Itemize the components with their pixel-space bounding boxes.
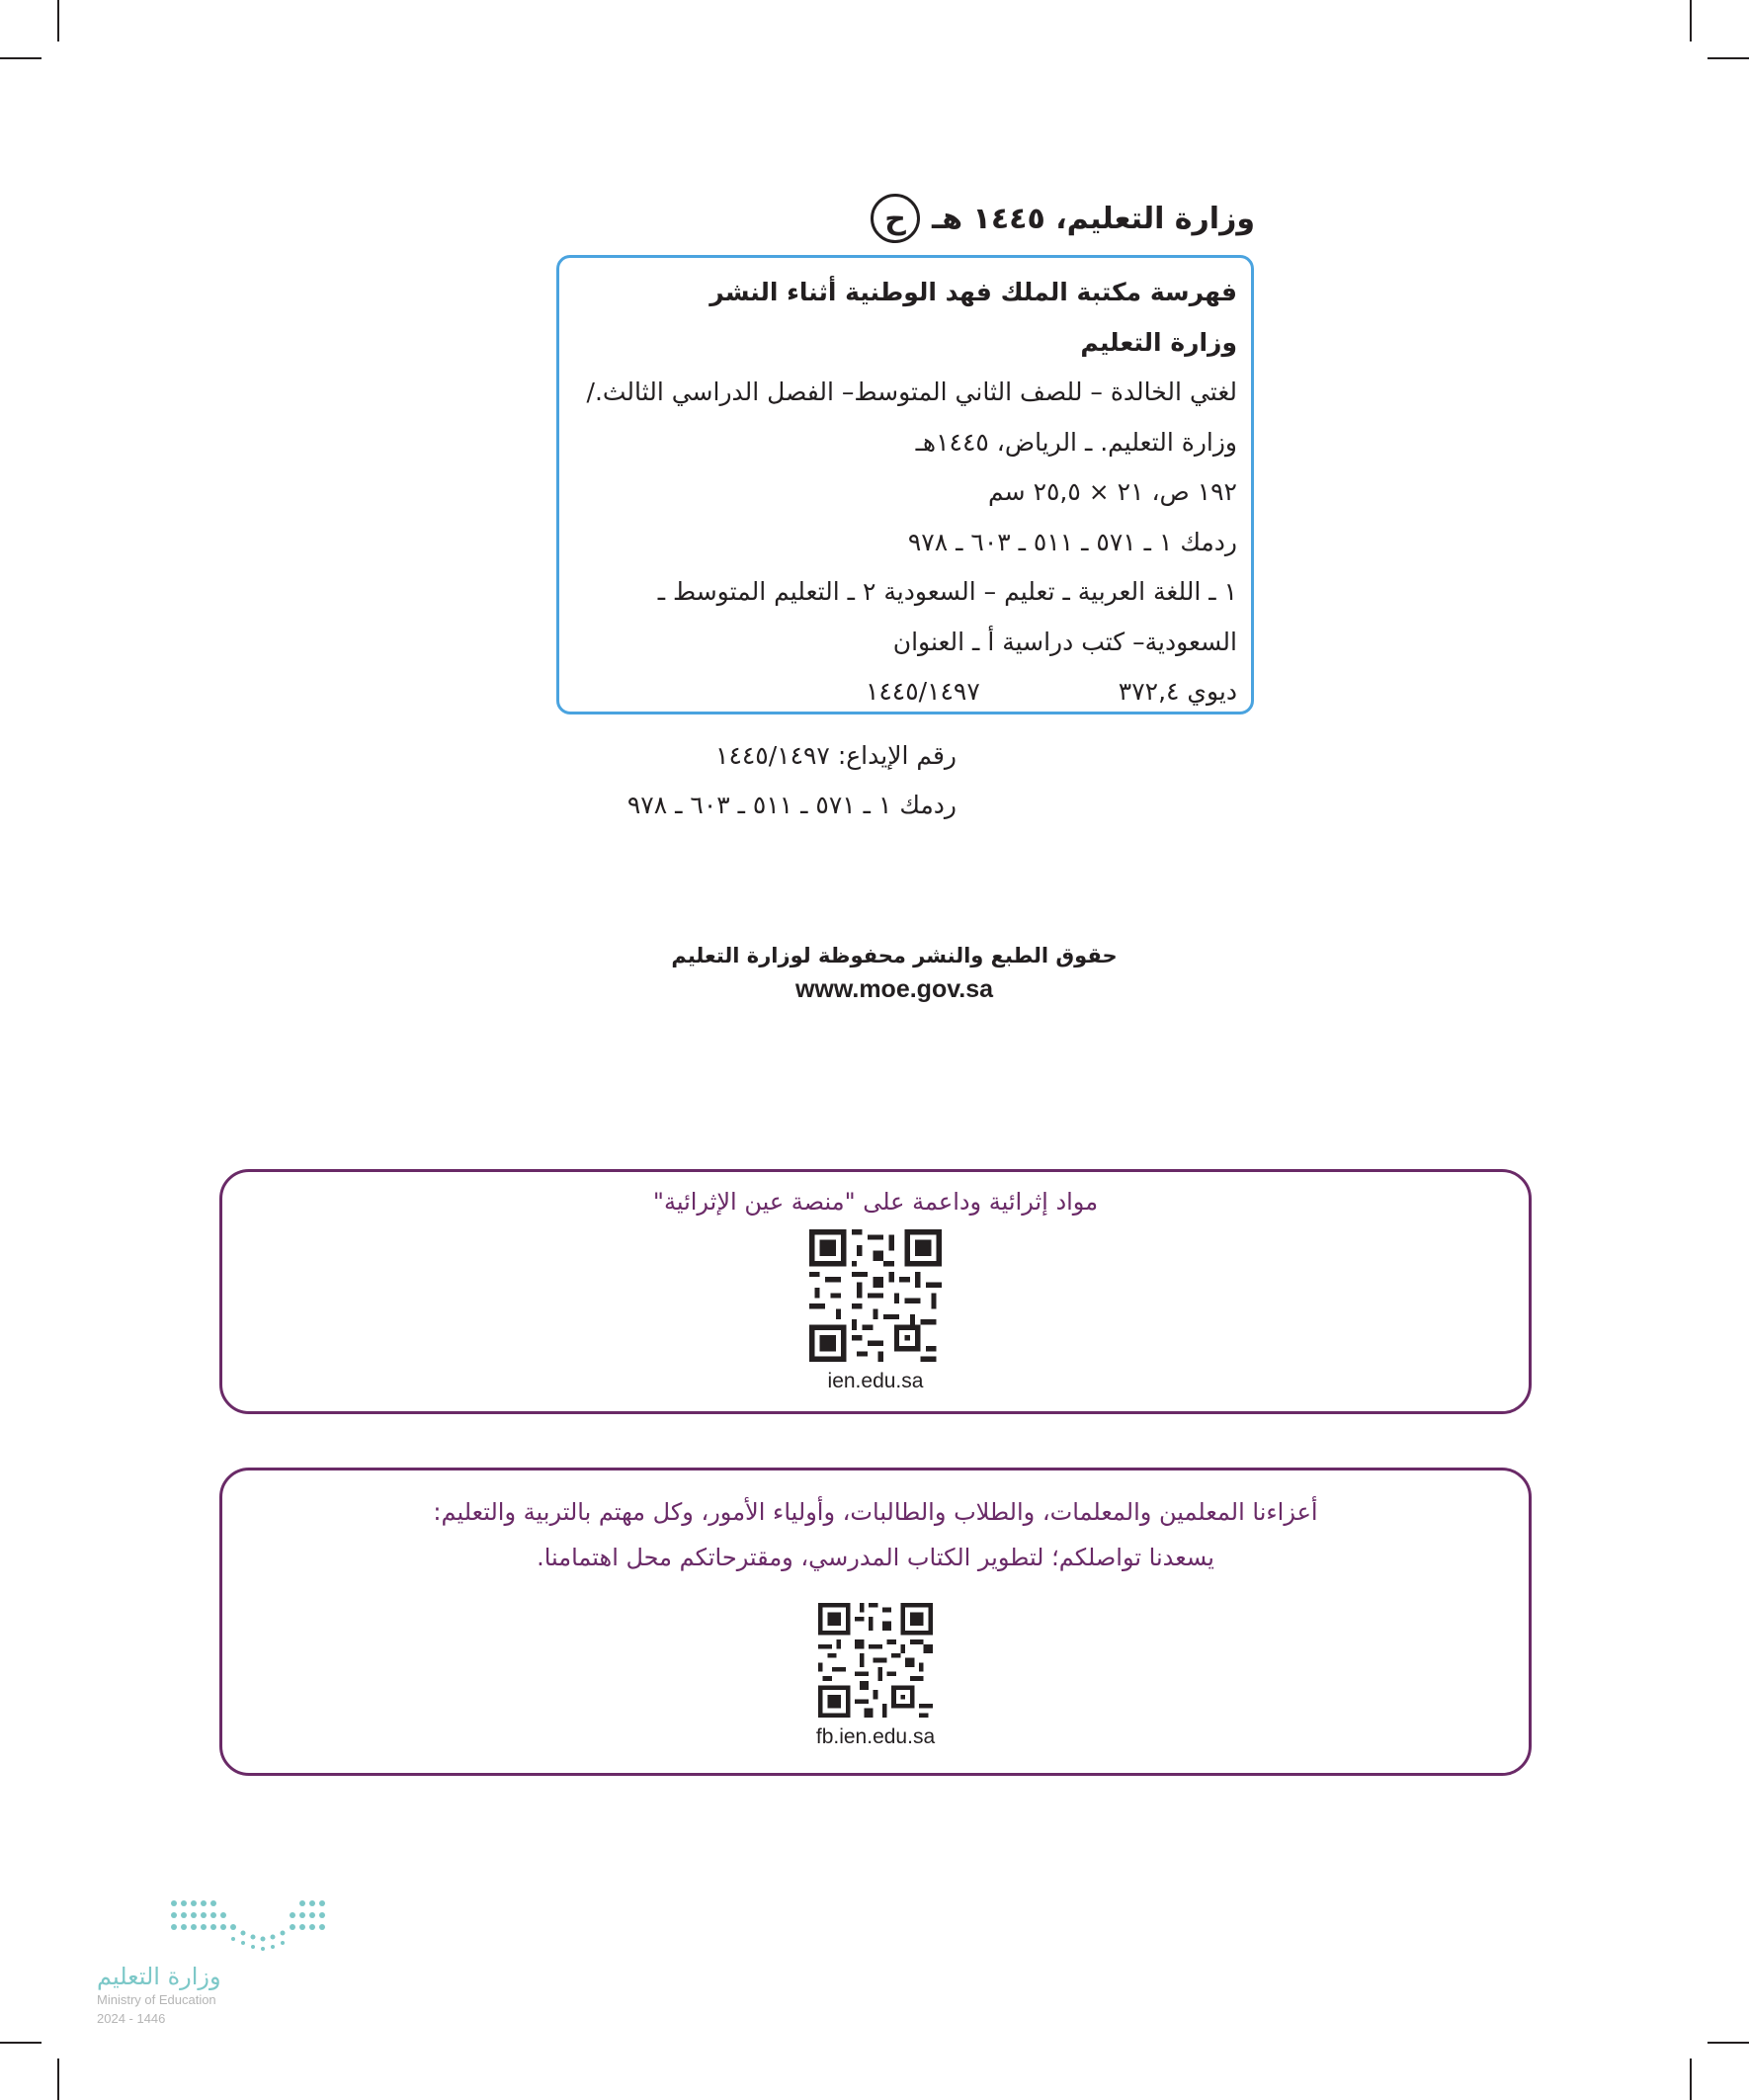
rights-statement: حقوق الطبع والنشر محفوظة لوزارة التعليم bbox=[671, 944, 1118, 967]
logo-english: Ministry of Education bbox=[97, 1992, 216, 2007]
cataloging-box bbox=[556, 255, 1254, 714]
catalog-line: السعودية– كتب دراسية أ ـ العنوان bbox=[892, 627, 1237, 656]
catalog-author: وزارة التعليم bbox=[1080, 327, 1237, 357]
copyright-line bbox=[871, 194, 1255, 243]
catalog-line: ١٩٢ ص، ٢١ × ٢٥,٥ سم bbox=[988, 477, 1237, 506]
dewey-row bbox=[573, 667, 1237, 717]
isbn: ردمك ١ ـ ٥٧١ ـ ٥١١ ـ ٦٠٣ ـ ٩٧٨ bbox=[626, 791, 957, 819]
classification-number: ١٤٤٥/١٤٩٧ bbox=[865, 677, 980, 706]
catalog-line: ١ ـ اللغة العربية ـ تعليم – السعودية ٢ ـ التعليم المتوسط ـ bbox=[657, 577, 1237, 606]
catalog-title: فهرسة مكتبة الملك فهد الوطنية أثناء النشر bbox=[709, 278, 1237, 306]
catalog-line: ردمك ١ ـ ٥٧١ ـ ٥١١ ـ ٦٠٣ ـ ٩٧٨ bbox=[907, 527, 1237, 556]
website-link[interactable]: www.moe.gov.sa bbox=[794, 975, 994, 1003]
rights-block bbox=[0, 944, 1749, 1004]
crop-mark bbox=[1690, 0, 1692, 42]
copyright-symbol: ح bbox=[871, 194, 920, 243]
logo-dots-icon bbox=[168, 1897, 395, 1953]
logo-year: 2024 - 1446 bbox=[97, 2011, 166, 2026]
feedback-line-1: أعزاءنا المعلمين والمعلمات، والطلاب والطالبات، وأولياء الأمور، وكل مهتم بالتربية والتعليم: bbox=[433, 1498, 1318, 1526]
enrichment-text: مواد إثرائية وداعمة على "منصة عين الإثرائية" bbox=[652, 1188, 1099, 1216]
logo-arabic: وزارة التعليم bbox=[97, 1963, 221, 1990]
crop-mark bbox=[0, 2042, 42, 2044]
crop-mark bbox=[1707, 2042, 1749, 2044]
deposit-info bbox=[627, 731, 957, 830]
catalog-line: وزارة التعليم. ـ الرياض، ١٤٤٥هـ bbox=[915, 427, 1237, 457]
enrichment-box bbox=[219, 1169, 1532, 1414]
feedback-url[interactable]: fb.ien.edu.sa bbox=[815, 1725, 936, 1748]
dewey-number: ديوي ٣٧٢,٤ bbox=[1118, 677, 1237, 706]
qr-code-icon[interactable] bbox=[818, 1603, 933, 1718]
ministry-logo bbox=[97, 1897, 334, 2026]
crop-mark bbox=[0, 57, 42, 59]
catalog-line: لغتي الخالدة – للصف الثاني المتوسط– الفصل الدراسي الثالث./ bbox=[586, 378, 1237, 406]
crop-mark bbox=[1707, 57, 1749, 59]
qr-code-icon[interactable] bbox=[809, 1229, 942, 1362]
copyright-text: وزارة التعليم، ١٤٤٥ هـ bbox=[932, 201, 1255, 236]
feedback-box bbox=[219, 1468, 1532, 1776]
deposit-number: رقم الإيداع: ١٤٤٥/١٤٩٧ bbox=[715, 741, 957, 770]
enrichment-url[interactable]: ien.edu.sa bbox=[827, 1370, 924, 1392]
feedback-line-2: يسعدنا تواصلكم؛ لتطوير الكتاب المدرسي، ومقترحاتكم محل اهتمامنا. bbox=[537, 1544, 1214, 1571]
crop-mark bbox=[57, 2058, 59, 2100]
crop-mark bbox=[57, 0, 59, 42]
crop-mark bbox=[1690, 2058, 1692, 2100]
